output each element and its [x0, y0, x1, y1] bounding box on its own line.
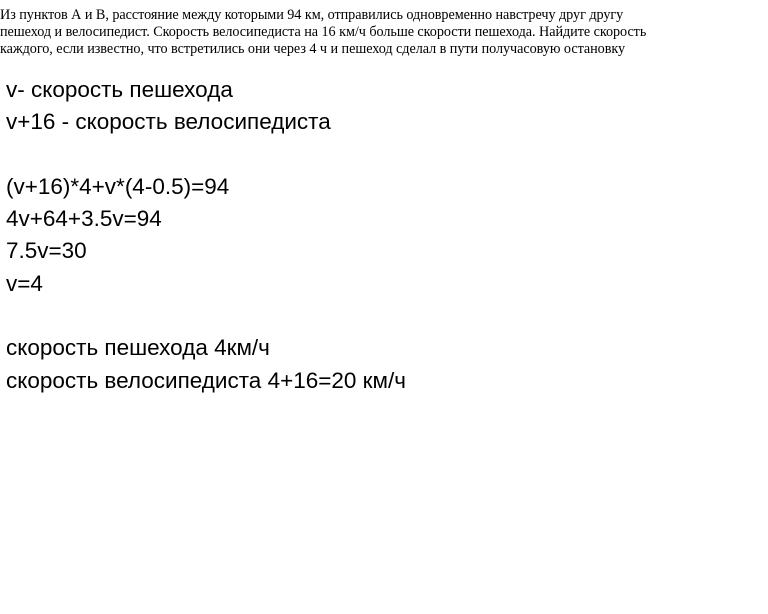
solution-line-variable-pedestrian: v- скорость пешехода	[6, 77, 233, 102]
solution-line-variable-cyclist: v+16 - скорость велосипедиста	[6, 109, 331, 135]
answer-pedestrian-speed: скорость пешехода 4км/ч	[6, 335, 270, 361]
problem-statement	[0, 7, 760, 59]
problem-line: Из пунктов А и В, расстояние между которыми 94 км, отправились одновременно навстречу друг другу	[0, 7, 624, 23]
solution-line-step: 7.5v=30	[6, 238, 87, 264]
solution-line-step: 4v+64+3.5v=94	[6, 206, 162, 232]
solution-blank-line	[6, 300, 406, 332]
answer-cyclist-speed: скорость велосипедиста 4+16=20 км/ч	[6, 367, 406, 393]
problem-line: пешеход и велосипедист. Скорость велосипедиста на 16 км/ч больше скорости пешехода. Найдите скорость	[0, 24, 647, 40]
problem-line: каждого, если известно, что встретились они через 4 ч и пешеход сделал в пути получасовую остановку	[0, 41, 626, 57]
solution-line-result: v=4	[6, 270, 43, 296]
solution-text	[6, 74, 406, 397]
solution-blank-line	[6, 139, 406, 171]
solution-line-equation: (v+16)*4+v*(4-0.5)=94	[6, 173, 230, 199]
